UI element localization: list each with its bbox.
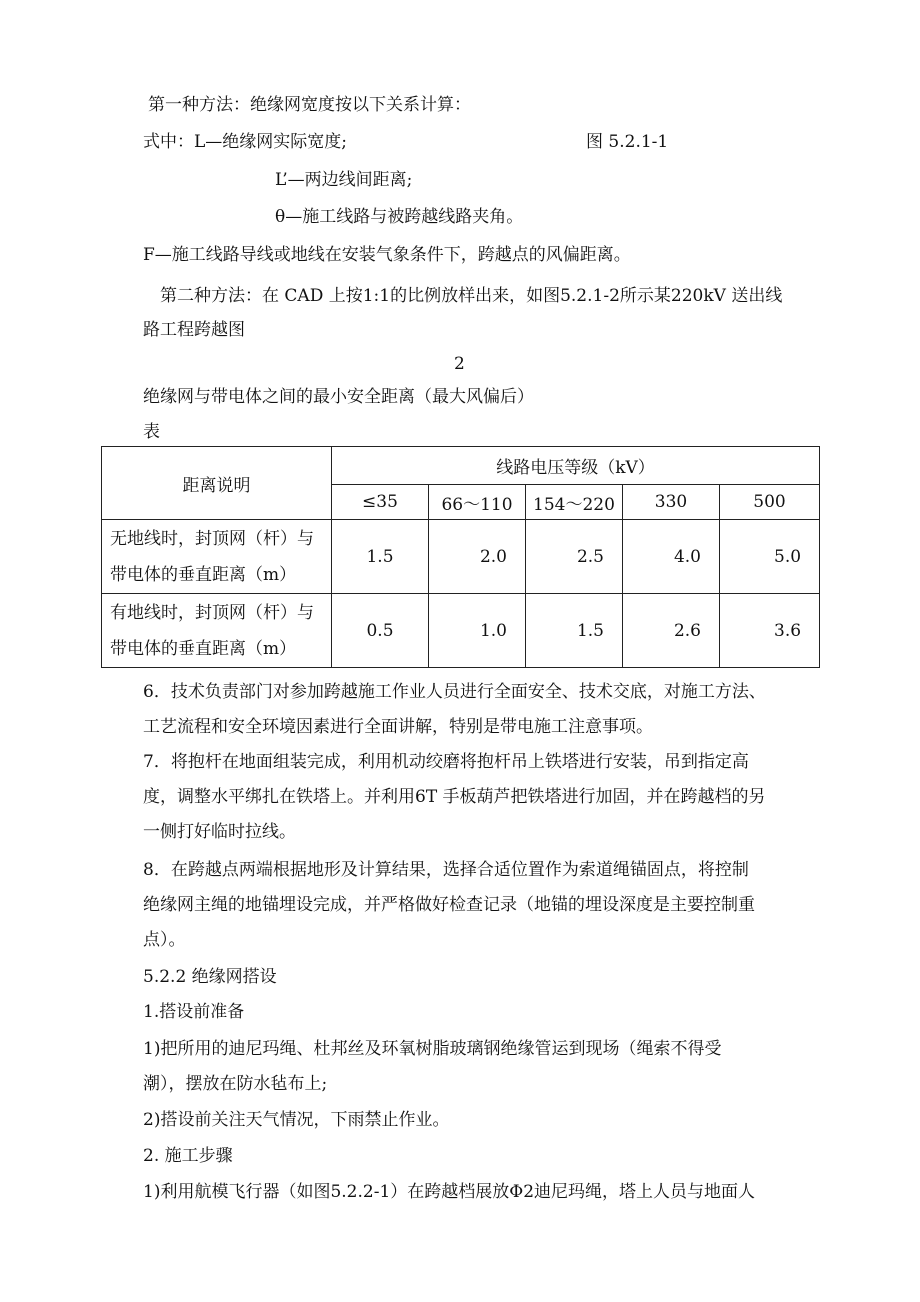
table-cell: 1.5 xyxy=(332,520,429,594)
table-caption-suffix: 表 xyxy=(143,422,160,442)
table-row xyxy=(102,520,820,594)
prep-step1-line2: 潮），摆放在防水毡布上; xyxy=(143,1074,328,1094)
item7-line1: 7．将抱杆在地面组装完成，利用机动绞磨将抱杆吊上铁塔进行安装，吊到指定高 xyxy=(143,752,749,772)
table-cell: 2.6 xyxy=(623,594,720,668)
page-marker: 2 xyxy=(454,354,465,374)
table-row xyxy=(102,594,820,668)
table-cell: 5.0 xyxy=(720,520,820,594)
row-label-line2: 带电体的垂直距离（m） xyxy=(110,638,297,659)
method1-title: 第一种方法：绝缘网宽度按以下关系计算： xyxy=(148,95,471,115)
voltage-level: 500 xyxy=(720,485,820,520)
item8-line2: 绝缘网主绳的地锚埋设完成，并严格做好检查记录（地锚的埋设深度是主要控制重 xyxy=(143,895,755,915)
def-f: F—施工线路导线或地线在安装气象条件下，跨越点的风偏距离。 xyxy=(143,245,631,265)
voltage-header: 线路电压等级（kV） xyxy=(332,447,820,485)
table-cell: 0.5 xyxy=(332,594,429,668)
row-label-line1: 无地线时，封顶网（杆）与 xyxy=(110,528,314,549)
row-label xyxy=(102,520,332,594)
prep-step1-line1: 1)把所用的迪尼玛绳、杜邦丝及环氧树脂玻璃钢绝缘管运到现场（绳索不得受 xyxy=(143,1039,722,1059)
table-cell: 3.6 xyxy=(720,594,820,668)
item6-line1: 6．技术负责部门对参加跨越施工作业人员进行全面安全、技术交底，对施工方法、 xyxy=(143,682,766,702)
where-label: 式中：L—绝缘网实际宽度; xyxy=(143,132,348,152)
table-cell: 1.5 xyxy=(526,594,623,668)
method2-line2: 路工程跨越图 xyxy=(143,320,245,340)
section-heading: 5.2.2 绝缘网搭设 xyxy=(143,967,277,987)
safety-distance-table xyxy=(101,446,820,668)
voltage-level: 154～220 xyxy=(526,485,623,520)
def-theta: θ—施工线路与被跨越线路夹角。 xyxy=(275,207,524,227)
table-cell: 2.0 xyxy=(429,520,526,594)
row-label-line2: 带电体的垂直距离（m） xyxy=(110,564,297,585)
table-header-row xyxy=(102,447,820,485)
item6-line2: 工艺流程和安全环境因素进行全面讲解，特别是带电施工注意事项。 xyxy=(143,717,653,737)
subsection-prep: 1.搭设前准备 xyxy=(143,1002,245,1022)
def-l-prime: L’—两边线间距离; xyxy=(275,170,413,190)
voltage-level: ≤35 xyxy=(332,485,429,520)
item8-line3: 点）。 xyxy=(143,930,186,950)
construction-step1: 1)利用航模飞行器（如图5.2.2-1）在跨越档展放Φ2迪尼玛绳，塔上人员与地面人 xyxy=(143,1182,756,1202)
table-cell: 1.0 xyxy=(429,594,526,668)
subsection-steps: 2. 施工步骤 xyxy=(143,1146,233,1166)
prep-step2: 2)搭设前关注天气情况，下雨禁止作业。 xyxy=(143,1110,450,1130)
method2-line1: 第二种方法：在 CAD 上按1:1的比例放样出来，如图5.2.1-2所示某220kV 送出线 xyxy=(160,286,783,306)
item7-line2: 度，调整水平绑扎在铁塔上。并利用6T 手板葫芦把铁塔进行加固，并在跨越档的另 xyxy=(143,787,766,807)
item7-line3: 一侧打好临时拉线。 xyxy=(143,822,296,842)
table-caption-title: 绝缘网与带电体之间的最小安全距离（最大风偏后） xyxy=(143,387,534,407)
table-cell: 2.5 xyxy=(526,520,623,594)
figure-ref: 图 5.2.1-1 xyxy=(586,132,669,152)
table-cell: 4.0 xyxy=(623,520,720,594)
row-label-line1: 有地线时，封顶网（杆）与 xyxy=(110,602,314,623)
voltage-level: 66～110 xyxy=(429,485,526,520)
item8-line1: 8．在跨越点两端根据地形及计算结果，选择合适位置作为索道绳锚固点，将控制 xyxy=(143,860,749,880)
row-label xyxy=(102,594,332,668)
desc-header: 距离说明 xyxy=(102,447,332,520)
voltage-level: 330 xyxy=(623,485,720,520)
